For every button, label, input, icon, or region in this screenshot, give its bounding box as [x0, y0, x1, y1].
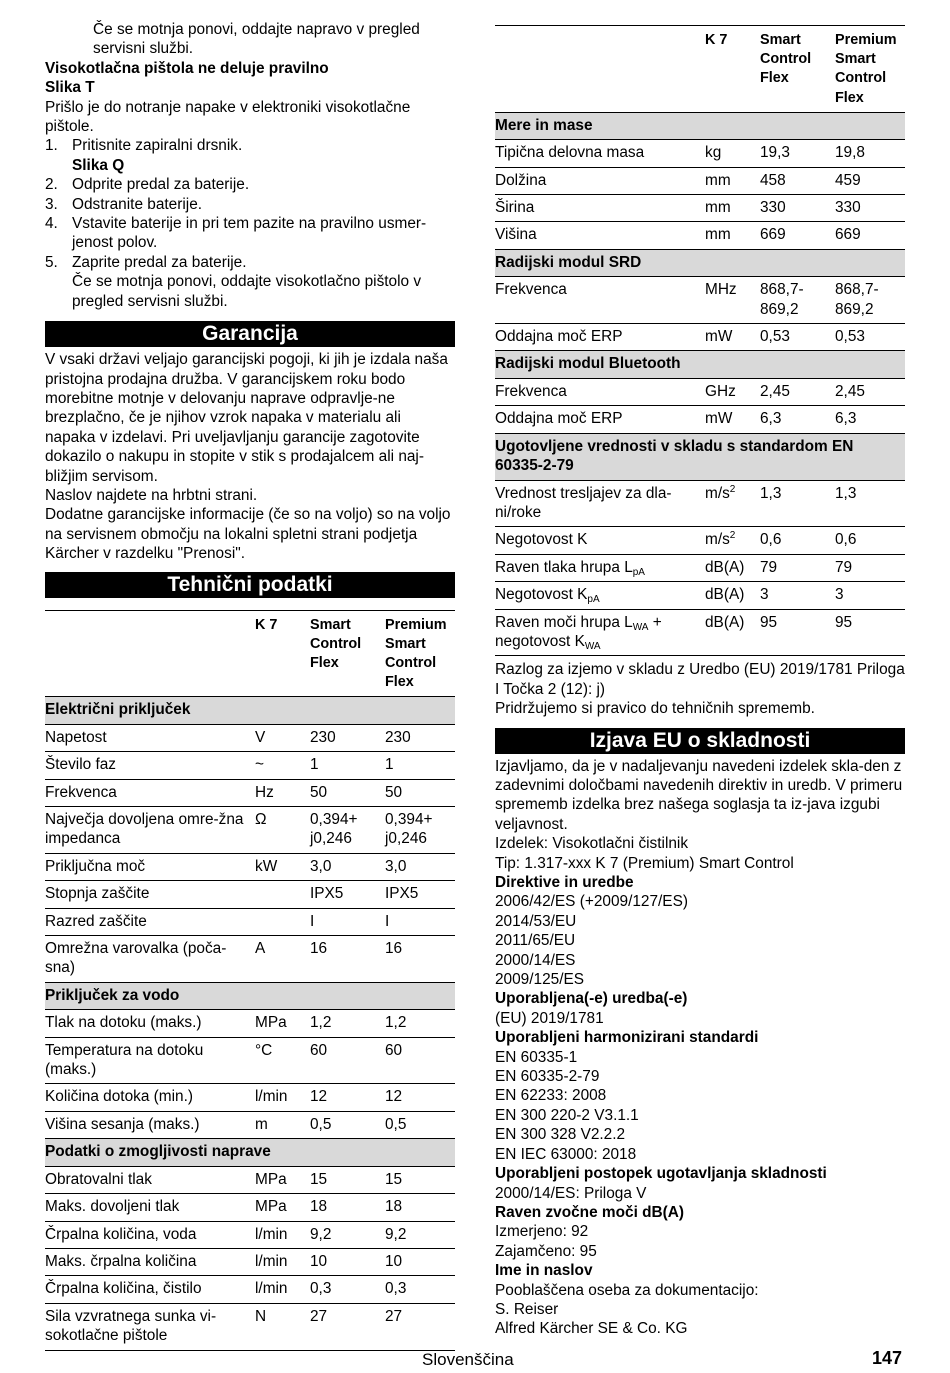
table-cell: l/min	[255, 1276, 310, 1303]
table-cell	[255, 908, 310, 935]
table-header-cell: K 7	[705, 26, 760, 113]
table-cell	[705, 609, 760, 656]
table-cell: Širina	[495, 195, 705, 222]
table-cell: 2,45	[760, 378, 835, 405]
table-cell	[705, 582, 760, 609]
table-cell: Višina	[495, 222, 705, 249]
table-cell: 0,5	[310, 1111, 385, 1138]
section-heading-warranty: Garancija	[45, 321, 455, 347]
table-row	[45, 1221, 455, 1248]
table-cell: 9,2	[385, 1221, 455, 1248]
table-row	[495, 324, 905, 351]
company-name: Alfred Kärcher SE & Co. KG	[495, 1320, 688, 1338]
directives-title: Direktive in uredbe	[495, 874, 634, 891]
table-row	[45, 1276, 455, 1303]
table-cell: 27	[385, 1303, 455, 1350]
table-cell: l/min	[255, 1221, 310, 1248]
standards-list	[495, 1048, 905, 1164]
procedure-value: 2000/14/ES: Priloga V	[495, 1184, 647, 1202]
table-cell: 79	[760, 554, 835, 581]
table-cell: °C	[255, 1037, 310, 1084]
step-number: 3.	[45, 195, 58, 213]
table-cell: Največja dovoljena omre-žna impedanca	[45, 807, 255, 854]
table-cell: 458	[760, 167, 835, 194]
table-row	[495, 582, 905, 609]
table-row	[45, 1084, 455, 1111]
table-row	[495, 140, 905, 167]
table-cell: 1,3	[760, 480, 835, 527]
table-cell: GHz	[705, 378, 760, 405]
table-cell: 16	[310, 936, 385, 983]
table-cell: 0,6	[835, 527, 905, 554]
table-cell: 12	[385, 1084, 455, 1111]
table-header-cell: Smart Control Flex	[310, 610, 385, 697]
table-group-row	[495, 351, 905, 378]
table-cell: 27	[310, 1303, 385, 1350]
standards-title: Uporabljeni harmonizirani standardi	[495, 1029, 759, 1047]
table-cell: IPX5	[310, 881, 385, 908]
table-cell: 12	[310, 1084, 385, 1111]
step-extra-note: Če se motnja ponovi, oddajte visokotlačno pištolo v pregled servisni službi.	[72, 273, 422, 310]
table-cell: mm	[705, 167, 760, 194]
table-cell: 3,0	[310, 853, 385, 880]
table-cell: mW	[705, 324, 760, 351]
table-cell: Oddajna moč ERP	[495, 324, 705, 351]
table-group-label: Podatki o zmogljivosti naprave	[45, 1139, 455, 1166]
fault-figure-ref: Slika T	[45, 79, 95, 97]
unit-text: m/s	[705, 484, 730, 502]
step-number: 4.	[45, 215, 58, 233]
sound-measured: Izmerjeno: 92	[495, 1223, 589, 1241]
table-cell	[495, 582, 705, 609]
row-label-sub: WA	[632, 621, 649, 633]
table-cell: l/min	[255, 1084, 310, 1111]
step-text: Odprite predal za baterije.	[72, 176, 250, 194]
table-cell: 15	[310, 1166, 385, 1193]
page-number: 147	[872, 1348, 903, 1368]
step-text: Vstavite baterije in pri tem pazite na pravilno usmer-jenost polov.	[72, 215, 427, 252]
sound-power-title: Raven zvočne moči dB(A)	[495, 1203, 685, 1221]
table-cell: 6,3	[760, 406, 835, 433]
step-text: Pritisnite zapiralni drsnik.	[72, 137, 243, 155]
eu-product: Izdelek: Visokotlačni čistilnik	[495, 835, 689, 853]
sound-guaranteed: Zajamčeno: 95	[495, 1242, 597, 1260]
row-label-text: +	[648, 613, 662, 631]
table-cell: 18	[310, 1194, 385, 1221]
table-row	[495, 378, 905, 405]
table-row	[45, 1194, 455, 1221]
table-header-cell: Premium Smart Control Flex	[835, 26, 905, 113]
table-cell	[705, 527, 760, 554]
table-row	[45, 1303, 455, 1350]
table-cell: 868,7-869,2	[760, 277, 835, 324]
list-line: 2014/53/EU	[495, 912, 577, 930]
table-cell: 3	[760, 582, 835, 609]
table-cell: Dolžina	[495, 167, 705, 194]
tech-data-table-right	[495, 25, 905, 656]
unit-superscript: 2	[729, 483, 736, 495]
table-group-label: Radijski modul SRD	[495, 249, 905, 276]
table-group-row	[45, 697, 455, 724]
table-cell: V	[255, 724, 310, 751]
table-cell: 1,2	[385, 1010, 455, 1037]
tech-data-table-left	[45, 610, 455, 1351]
table-cell: 0,53	[760, 324, 835, 351]
list-line: EN 62233: 2008	[495, 1087, 607, 1105]
directives-list	[495, 892, 905, 989]
unit-text: dB(A)	[705, 558, 745, 576]
row-label-text: Vrednost tresljajev za dla-ni/roke	[495, 484, 672, 521]
step-item	[45, 253, 455, 311]
step-number: 1.	[45, 137, 58, 155]
table-cell: Temperatura na dotoku (maks.)	[45, 1037, 255, 1084]
list-line: 2009/125/ES	[495, 971, 584, 989]
table-row	[495, 527, 905, 554]
table-group-label: Mere in mase	[495, 112, 905, 139]
table-row	[495, 277, 905, 324]
table-row	[45, 881, 455, 908]
table-cell: 19,8	[835, 140, 905, 167]
table-row	[45, 807, 455, 854]
table-cell	[495, 480, 705, 527]
table-cell: 3,0	[385, 853, 455, 880]
table-header-cell: Smart Control Flex	[760, 26, 835, 113]
table-header-cell	[495, 26, 705, 113]
unit-text: m/s	[705, 531, 730, 549]
table-row	[495, 554, 905, 581]
authorised-person-name: S. Reiser	[495, 1300, 559, 1318]
table-cell: 79	[835, 554, 905, 581]
table-group-row	[45, 1139, 455, 1166]
table-cell: 2,45	[835, 378, 905, 405]
table-cell: 330	[835, 195, 905, 222]
table-row	[45, 1111, 455, 1138]
table-cell: 230	[310, 724, 385, 751]
table-cell: 0,6	[760, 527, 835, 554]
row-label-text: negotovost K	[495, 632, 585, 650]
eu-intro: Izjavljamo, da je v nadaljevanju navedeni izdelek skla-den z zadevnimi določbami navedenih direktiv in uredb. V primeru sprememb izdelka brez našega soglasja ta iz-java izgubi veljavnost.	[495, 757, 903, 833]
step-text: Zaprite predal za baterije.	[72, 253, 247, 271]
table-cell: 6,3	[835, 406, 905, 433]
table-cell: Frekvenca	[495, 378, 705, 405]
table-cell: MPa	[255, 1166, 310, 1193]
table-cell: 0,5	[385, 1111, 455, 1138]
table-cell: Oddajna moč ERP	[495, 406, 705, 433]
table-cell: Maks. črpalna količina	[45, 1248, 255, 1275]
table-cell: MPa	[255, 1194, 310, 1221]
step-item	[45, 136, 455, 175]
regulation-title: Uporabljena(-e) uredba(-e)	[495, 990, 688, 1008]
table-row	[45, 1248, 455, 1275]
table-cell: 1,3	[835, 480, 905, 527]
table-cell: Črpalna količina, čistilo	[45, 1276, 255, 1303]
table-cell: 230	[385, 724, 455, 751]
table-header-row	[45, 610, 455, 697]
table-cell: 10	[310, 1248, 385, 1275]
fault-title: Visokotlačna pištola ne deluje pravilno	[45, 59, 329, 77]
table-cell: 1	[385, 752, 455, 779]
table-cell: I	[310, 908, 385, 935]
table-cell: mm	[705, 195, 760, 222]
table-cell: A	[255, 936, 310, 983]
step-number: 5.	[45, 253, 58, 271]
table-cell: 50	[385, 779, 455, 806]
table-group-label: Priključek za vodo	[45, 982, 455, 1009]
table-cell	[495, 609, 705, 656]
step-item	[45, 175, 455, 194]
table-cell	[495, 554, 705, 581]
table-cell	[255, 881, 310, 908]
table-cell: MHz	[705, 277, 760, 324]
table-cell: Priključna moč	[45, 853, 255, 880]
table-cell: 18	[385, 1194, 455, 1221]
row-label-sub: pA	[632, 566, 645, 578]
list-line: EN 60335-2-79	[495, 1068, 600, 1086]
table-cell: Število faz	[45, 752, 255, 779]
table-cell: 95	[760, 609, 835, 656]
table-cell: Višina sesanja (maks.)	[45, 1111, 255, 1138]
table-cell: 3	[835, 582, 905, 609]
table-cell: 0,3	[385, 1276, 455, 1303]
table-header-cell: K 7	[255, 610, 310, 697]
table-cell: 669	[835, 222, 905, 249]
eu-type: Tip: 1.317-xxx K 7 (Premium) Smart Control	[495, 854, 794, 872]
table-row	[495, 167, 905, 194]
table-cell: Hz	[255, 779, 310, 806]
table-row	[45, 1037, 455, 1084]
table-cell: 0,53	[835, 324, 905, 351]
table-row	[495, 195, 905, 222]
table-cell: 60	[310, 1037, 385, 1084]
table-cell: IPX5	[385, 881, 455, 908]
warranty-paragraph: V vsaki državi veljajo garancijski pogoji, ki jih je izdala naša pristojna prodajna družba. V garancijskem roku bodo morebitne motnje v delovanju naprave odpravlje-ne brezplačno, če je njihov vzrok napaka v materialu ali napaka v izdelavi. Pri uveljavljanju garancije zagotovite dokazilo o nakupu in stopite v stik s prodajalcem ali naj-bližjim servisom.	[45, 351, 448, 485]
section-heading-eu: Izjava EU o skladnosti	[495, 728, 905, 754]
table-cell: l/min	[255, 1248, 310, 1275]
steps-list	[45, 136, 455, 311]
table-cell: Količina dotoka (min.)	[45, 1084, 255, 1111]
table-cell	[705, 554, 760, 581]
table-cell: kg	[705, 140, 760, 167]
table-cell: Razred zaščite	[45, 908, 255, 935]
table-cell: 1,2	[310, 1010, 385, 1037]
row-label-text: Raven tlaka hrupa L	[495, 558, 633, 576]
exception-note: Razlog za izjemo v skladu z Uredbo (EU) 2019/1781 Priloga I Točka 2 (12): j)	[495, 661, 905, 698]
list-line: EN IEC 63000: 2018	[495, 1145, 637, 1163]
step-item	[45, 214, 455, 253]
table-row	[495, 222, 905, 249]
intro-text: Če se motnja ponovi, oddajte napravo v pregled servisni službi.	[93, 21, 420, 58]
table-row	[495, 406, 905, 433]
table-group-row	[45, 982, 455, 1009]
list-line: 2000/14/ES	[495, 951, 576, 969]
row-label-text: Negotovost K	[495, 531, 588, 549]
table-cell: 1	[310, 752, 385, 779]
table-cell: 330	[760, 195, 835, 222]
table-cell: 16	[385, 936, 455, 983]
table-cell: Frekvenca	[495, 277, 705, 324]
table-cell: Maks. dovoljeni tlak	[45, 1194, 255, 1221]
row-label-sub: WA	[584, 640, 601, 652]
footer-language: Slovenščina	[422, 1350, 514, 1369]
step-item	[45, 195, 455, 214]
table-cell: mW	[705, 406, 760, 433]
table-cell: 868,7-869,2	[835, 277, 905, 324]
table-cell: 19,3	[760, 140, 835, 167]
table-row	[45, 724, 455, 751]
table-cell: 0,3	[310, 1276, 385, 1303]
table-group-row	[495, 433, 905, 480]
step-figure-ref: Slika Q	[72, 156, 125, 174]
table-row	[45, 853, 455, 880]
table-group-row	[495, 249, 905, 276]
table-cell: N	[255, 1303, 310, 1350]
row-label-text: Negotovost K	[495, 586, 588, 604]
table-cell: Napetost	[45, 724, 255, 751]
table-cell: 95	[835, 609, 905, 656]
table-group-label: Ugotovljene vrednosti v skladu s standardom EN 60335-2-79	[495, 433, 905, 480]
table-cell: Tipična delovna masa	[495, 140, 705, 167]
list-line: 2011/65/EU	[495, 932, 576, 950]
row-label-text: Raven moči hrupa L	[495, 613, 633, 631]
table-cell: 459	[835, 167, 905, 194]
table-group-label: Radijski modul Bluetooth	[495, 351, 905, 378]
table-group-row	[495, 112, 905, 139]
table-row	[45, 1010, 455, 1037]
table-cell: 0,394+ j0,246	[310, 807, 385, 854]
table-cell	[705, 480, 760, 527]
table-header-cell	[45, 610, 255, 697]
table-cell: MPa	[255, 1010, 310, 1037]
table-cell: Ω	[255, 807, 310, 854]
table-row	[45, 1166, 455, 1193]
left-column	[45, 20, 455, 1351]
table-row	[45, 936, 455, 983]
table-cell	[495, 527, 705, 554]
table-cell: mm	[705, 222, 760, 249]
table-row	[495, 609, 905, 656]
list-line: EN 300 220-2 V3.1.1	[495, 1106, 639, 1124]
warranty-address-note: Naslov najdete na hrbtni strani.	[45, 486, 258, 504]
step-number: 2.	[45, 176, 58, 194]
table-cell: m	[255, 1111, 310, 1138]
table-cell: Obratovalni tlak	[45, 1166, 255, 1193]
table-cell: 60	[385, 1037, 455, 1084]
table-cell: Frekvenca	[45, 779, 255, 806]
authorised-person-label: Pooblaščena oseba za dokumentacijo:	[495, 1281, 759, 1299]
table-cell: Tlak na dotoku (maks.)	[45, 1010, 255, 1037]
right-column	[495, 25, 905, 1339]
name-address-title: Ime in naslov	[495, 1262, 593, 1280]
table-group-label: Električni priključek	[45, 697, 455, 724]
table-cell: kW	[255, 853, 310, 880]
table-cell: Sila vzvratnega sunka vi-sokotlačne pištole	[45, 1303, 255, 1350]
table-cell: 10	[385, 1248, 455, 1275]
table-cell: 0,394+ j0,246	[385, 807, 455, 854]
table-cell: Črpalna količina, voda	[45, 1221, 255, 1248]
regulation-value: (EU) 2019/1781	[495, 1009, 604, 1027]
list-line: 2006/42/ES (+2009/127/ES)	[495, 893, 688, 911]
table-row	[45, 908, 455, 935]
table-cell: Stopnja zaščite	[45, 881, 255, 908]
list-line: EN 60335-1	[495, 1048, 578, 1066]
table-header-row	[495, 26, 905, 113]
list-line: EN 300 328 V2.2.2	[495, 1126, 626, 1144]
unit-text: dB(A)	[705, 586, 745, 604]
table-cell: Omrežna varovalka (poča-sna)	[45, 936, 255, 983]
table-row	[45, 752, 455, 779]
procedure-title: Uporabljeni postopek ugotavljanja skladnosti	[495, 1165, 827, 1183]
table-row	[495, 480, 905, 527]
section-heading-tech: Tehnični podatki	[45, 572, 455, 598]
warranty-extra-info: Dodatne garancijske informacije (če so na voljo) so na voljo na servisnem območju na lokalni spletni strani podjetja Kärcher v razdelku "Prenosi".	[45, 506, 451, 563]
fault-text: Prišlo je do notranje napake v elektroniki visokotlačne pištole.	[45, 98, 411, 136]
table-cell: I	[385, 908, 455, 935]
table-cell: 9,2	[310, 1221, 385, 1248]
table-cell: ~	[255, 752, 310, 779]
unit-text: dB(A)	[705, 613, 745, 631]
row-label-sub: pA	[587, 594, 600, 606]
step-text: Odstranite baterije.	[72, 195, 203, 213]
table-header-cell: Premium Smart Control Flex	[385, 610, 455, 697]
table-cell: 669	[760, 222, 835, 249]
changes-note: Pridržujemo si pravico do tehničnih sprememb.	[495, 700, 815, 718]
table-row	[45, 779, 455, 806]
table-cell: 15	[385, 1166, 455, 1193]
unit-superscript: 2	[729, 530, 736, 542]
table-cell: 50	[310, 779, 385, 806]
